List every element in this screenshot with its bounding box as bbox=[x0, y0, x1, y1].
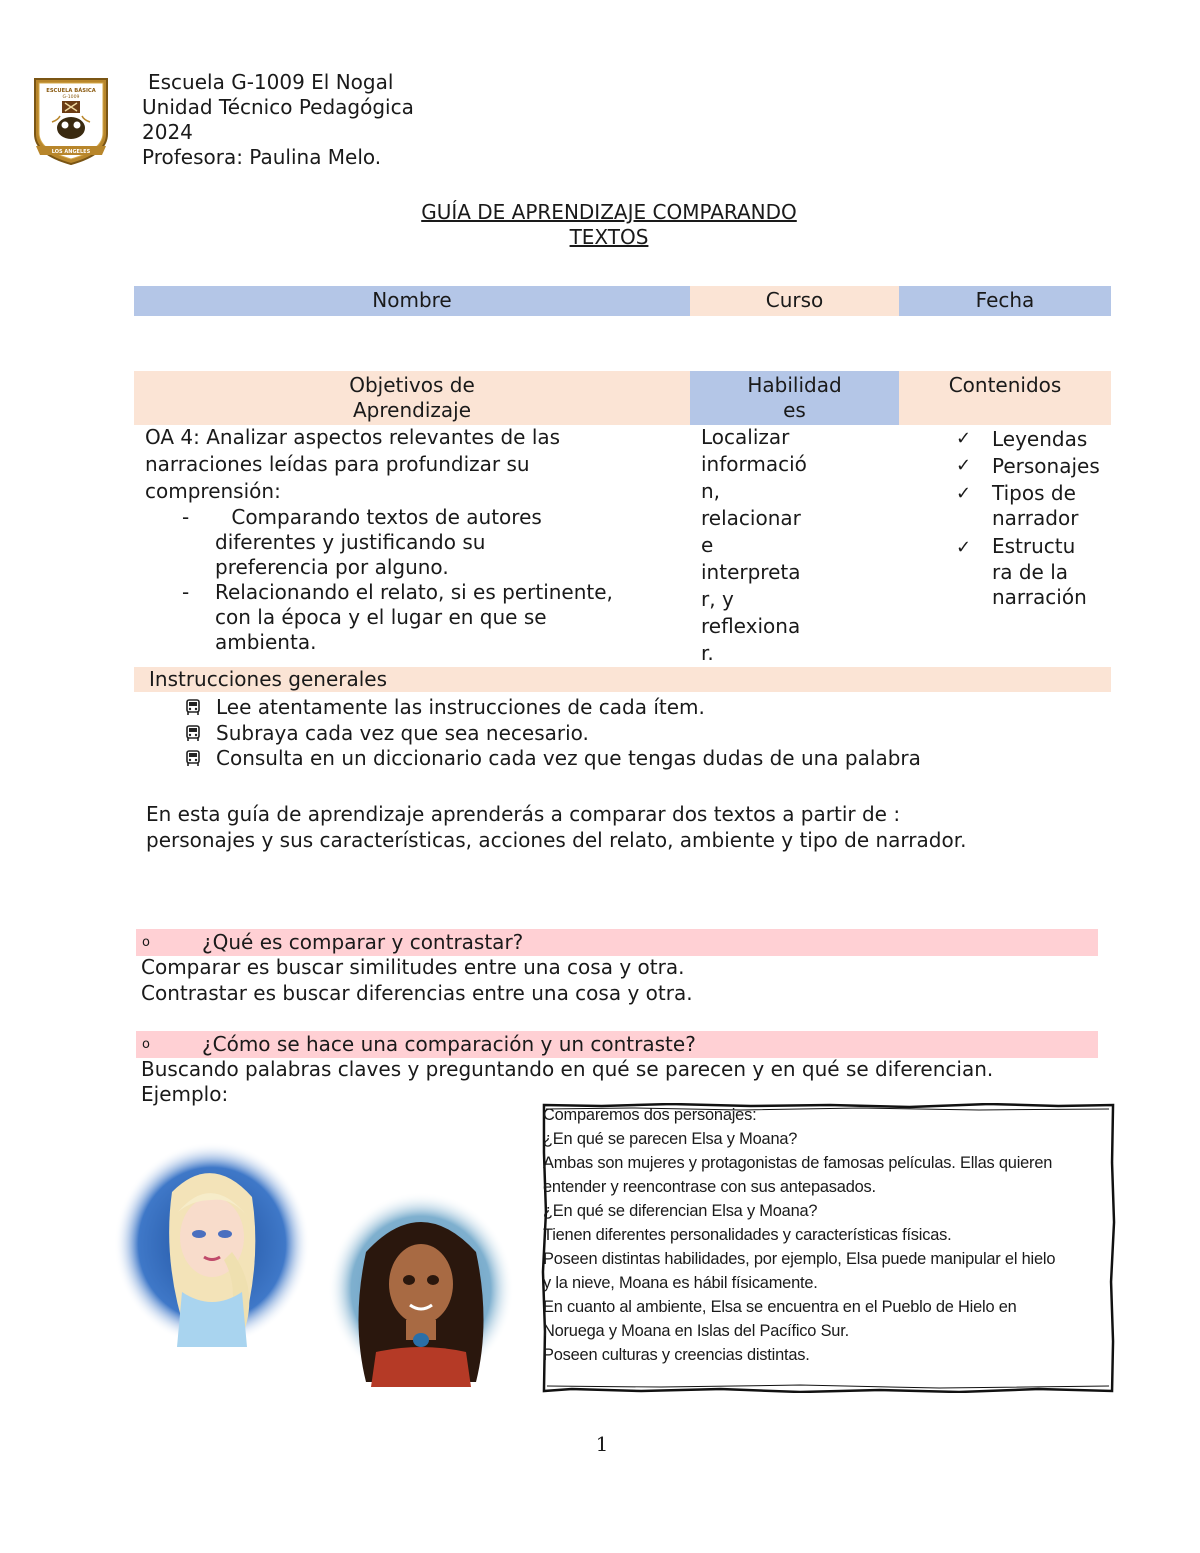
instruction-item: Subraya cada vez que sea necesario. bbox=[184, 721, 921, 747]
instructions-list bbox=[184, 695, 921, 772]
nombre-header: Nombre bbox=[134, 286, 690, 316]
content-item-tipos-narrador: ✓ Tipos de narrador bbox=[956, 481, 1079, 530]
intro-paragraph: En esta guía de aprendizaje aprenderás a comparar dos textos a partir de : personajes y sus características, acciones del relato, ambiente y tipo de narrador. bbox=[146, 802, 967, 852]
skills-header: Habilidad es bbox=[690, 371, 899, 425]
logo-text-line2: G-1009 bbox=[62, 95, 80, 100]
compare-line: ¿En qué se diferencian Elsa y Moana? bbox=[543, 1202, 818, 1220]
page-title bbox=[0, 200, 1200, 250]
content-item-leyendas: ✓ Leyendas bbox=[956, 427, 1088, 451]
compare-line: ¿En qué se parecen Elsa y Moana? bbox=[543, 1130, 798, 1148]
school-name: Escuela G-1009 El Nogal bbox=[148, 70, 394, 94]
contents-header: Contenidos bbox=[899, 371, 1111, 425]
school-header bbox=[142, 70, 414, 170]
title-line-2: TEXTOS bbox=[569, 225, 649, 249]
instruction-item: Consulta en un diccionario cada vez que tengas dudas de una palabra bbox=[184, 746, 921, 772]
oa-intro-1: OA 4: Analizar aspectos relevantes de las bbox=[145, 425, 561, 449]
check-icon: ✓ bbox=[956, 428, 972, 449]
logo-ribbon-text: LOS ANGELES bbox=[51, 149, 91, 155]
bullet-circle: o bbox=[142, 935, 150, 950]
objectives-header: Objetivos de Aprendizaje bbox=[134, 371, 690, 425]
compare-line: Comparemos dos personajes: bbox=[543, 1106, 757, 1124]
question-text: ¿Cómo se hace una comparación y un contraste? bbox=[202, 1032, 696, 1056]
oa-intro-3: comprensión: bbox=[145, 479, 281, 503]
instructions-header: Instrucciones generales bbox=[134, 667, 1111, 692]
elsa-portrait bbox=[112, 1142, 312, 1347]
question-bar-compare bbox=[136, 929, 1098, 956]
fecha-header: Fecha bbox=[899, 286, 1111, 316]
section2-body: Buscando palabras claves y preguntando en qué se parecen y en qué se diferencian. Ejemplo: bbox=[141, 1057, 994, 1106]
moana-portrait bbox=[326, 1192, 516, 1387]
check-icon: ✓ bbox=[956, 537, 972, 558]
skills-cell: Localizar informació n, relacionar e interpreta r, y reflexiona r. bbox=[701, 425, 807, 665]
objective-cell bbox=[145, 424, 685, 655]
section1-body: Comparar es buscar similitudes entre una cosa y otra. Contrastar es buscar diferencias entre una cosa y otra. bbox=[141, 955, 693, 1005]
compare-line: Poseen culturas y creencias distintas. bbox=[543, 1346, 810, 1364]
oa-item-comparando: - Comparando textos de autores diferentes y justificando su preferencia por alguno. bbox=[145, 505, 685, 580]
bus-icon bbox=[184, 749, 202, 767]
compare-line: Noruega y Moana en Islas del Pacífico Sur. bbox=[543, 1322, 849, 1340]
unit-name: Unidad Técnico Pedagógica bbox=[142, 95, 414, 119]
curso-header: Curso bbox=[690, 286, 899, 316]
page-number: 1 bbox=[595, 1432, 609, 1456]
teacher-name: Profesora: Paulina Melo. bbox=[142, 145, 382, 169]
title-line-1: GUÍA DE APRENDIZAJE COMPARANDO bbox=[421, 200, 797, 224]
compare-line: En cuanto al ambiente, Elsa se encuentra en el Pueblo de Hielo en bbox=[543, 1298, 1017, 1316]
question-bar-how bbox=[136, 1031, 1098, 1058]
check-icon: ✓ bbox=[956, 483, 972, 504]
compare-line: y la nieve, Moana es hábil físicamente. bbox=[543, 1274, 818, 1292]
compare-line: entender y reencontrase con sus antepasados. bbox=[543, 1178, 876, 1196]
school-year: 2024 bbox=[142, 120, 193, 144]
instruction-item: Lee atentamente las instrucciones de cada ítem. bbox=[184, 695, 921, 721]
logo-text-line1: ESCUELA BÁSICA bbox=[46, 88, 96, 94]
content-item-estructura: ✓ Estructu ra de la narración bbox=[956, 534, 1087, 609]
oa-item-relacionando: - Relacionando el relato, si es pertinente, con la época y el lugar en que se ambienta. bbox=[145, 580, 685, 655]
compare-line: Poseen distintas habilidades, por ejemplo, Elsa puede manipular el hielo bbox=[543, 1250, 1056, 1268]
content-item-personajes: ✓ Personajes bbox=[956, 453, 1100, 478]
compare-line: Tienen diferentes personalidades y características físicas. bbox=[543, 1226, 952, 1244]
oa-intro-2: narraciones leídas para profundizar su bbox=[145, 452, 530, 476]
bus-icon bbox=[184, 724, 202, 742]
check-icon: ✓ bbox=[956, 454, 972, 476]
compare-line: Ambas son mujeres y protagonistas de famosas películas. Ellas quieren bbox=[543, 1154, 1053, 1172]
bullet-circle: o bbox=[142, 1037, 150, 1052]
school-logo bbox=[32, 76, 110, 166]
question-text: ¿Qué es comparar y contrastar? bbox=[202, 930, 524, 954]
bus-icon bbox=[184, 698, 202, 716]
contents-cell bbox=[956, 426, 1111, 611]
comparison-text bbox=[543, 1103, 1118, 1367]
